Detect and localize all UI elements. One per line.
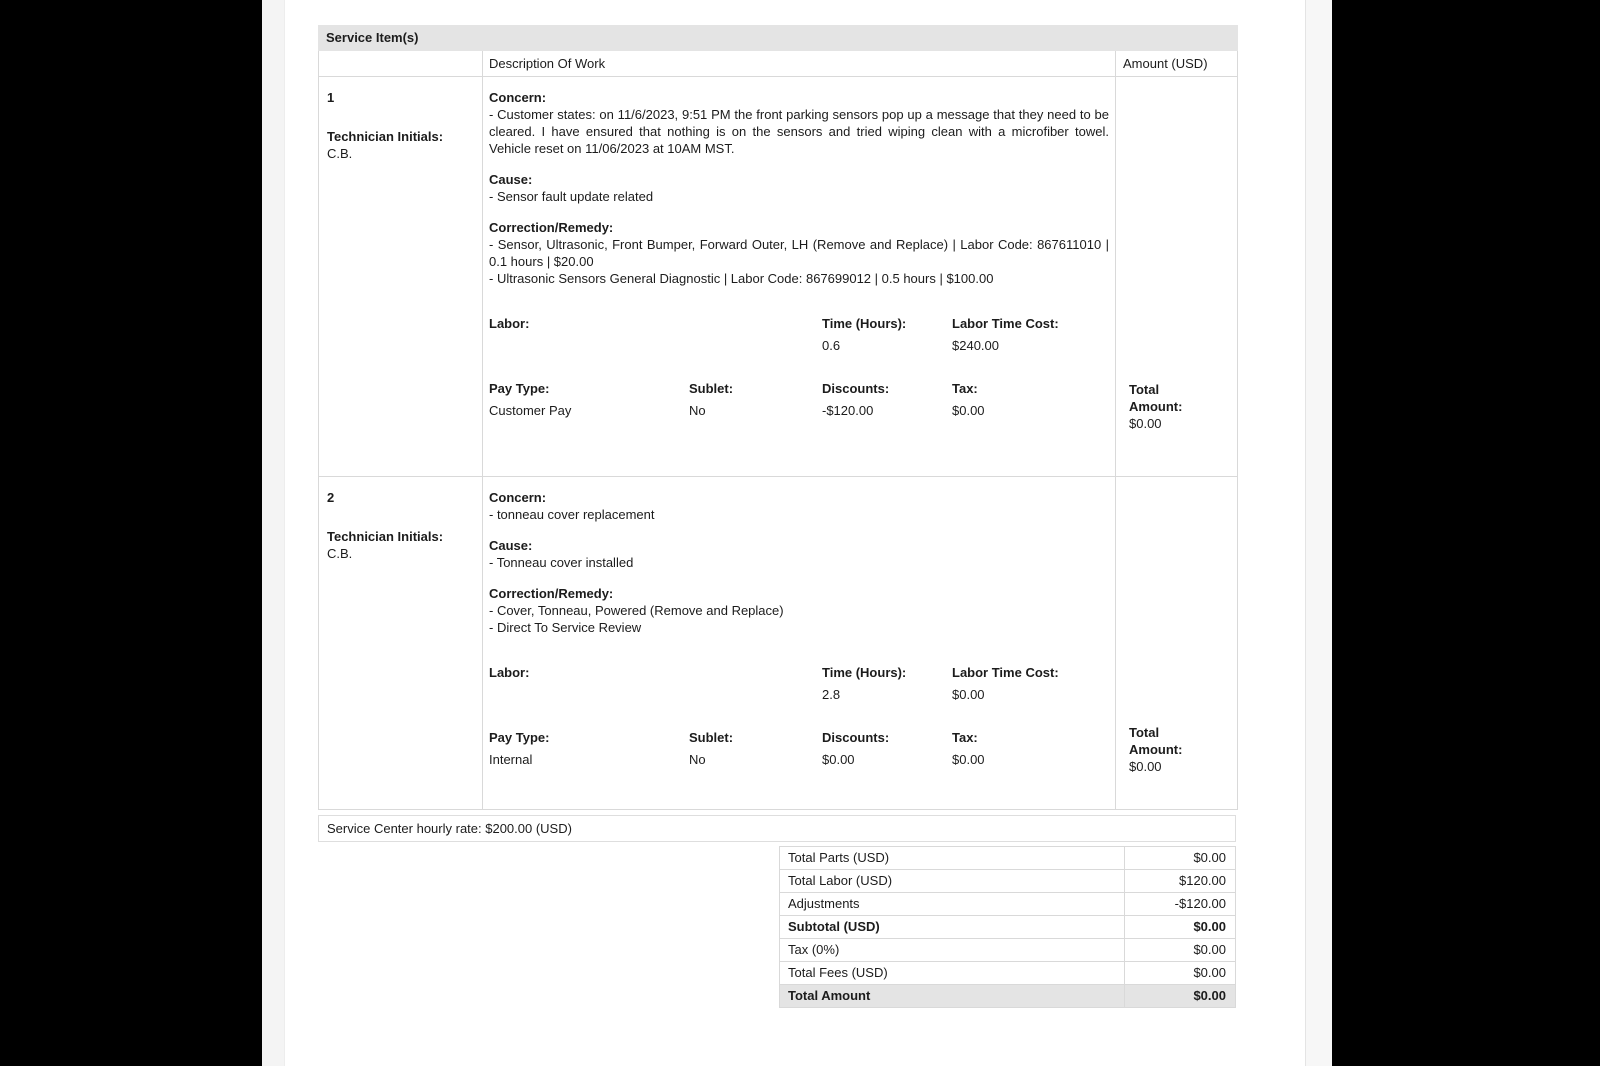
service-item-row [319,477,1237,810]
correction-line: - Cover, Tonneau, Powered (Remove and Replace) [489,603,784,618]
pay-header-row [489,380,1109,397]
labor-time-cost-value: $240.00 [952,338,999,353]
totals-value: $0.00 [1124,962,1235,984]
pay-header-row [489,729,1109,746]
service-items-table [318,51,1238,810]
totals-row-fees [780,962,1235,985]
totals-value: $120.00 [1124,870,1235,892]
totals-label: Total Fees (USD) [788,965,888,980]
technician-initials-label: Technician Initials: [327,529,444,544]
document-viewer-page [262,0,1332,1066]
item-number: 2 [327,490,335,505]
labor-values-row [489,686,1109,703]
tax-value: $0.00 [952,752,985,767]
labor-label: Labor: [489,316,530,331]
cause-text: - Tonneau cover installed [489,555,634,570]
total-amount-value: $0.00 [1129,416,1162,431]
item-number: 1 [327,90,335,105]
right-scrollbar-track[interactable] [1305,0,1332,1066]
discounts-value: $0.00 [822,752,855,767]
correction-line: - Ultrasonic Sensors General Diagnostic | Labor Code: 867699012 | 0.5 hours | $100.00 [489,271,994,286]
totals-row-parts [780,847,1235,870]
cause-label: Cause: [489,538,533,553]
discounts-label: Discounts: [822,730,890,745]
concern-label: Concern: [489,90,547,105]
totals-label: Adjustments [788,896,860,911]
totals-value: $0.00 [1124,985,1235,1007]
sublet-label: Sublet: [689,730,734,745]
sublet-value: No [689,752,706,767]
correction-line: - Sensor, Ultrasonic, Front Bumper, Forward Outer, LH (Remove and Replace) | Labor Code: 867611010 | 0.1 hours | $20.00 [489,237,1109,269]
concern-text: - tonneau cover replacement [489,507,655,522]
item-description-cell [483,477,1115,809]
table-header-row [319,51,1237,77]
sublet-label: Sublet: [689,381,734,396]
discounts-value: -$120.00 [822,403,874,418]
totals-row-adjustments [780,893,1235,916]
pay-values-row [489,402,1109,419]
labor-time-cost-label: Labor Time Cost: [952,316,1059,331]
time-hours-value: 0.6 [822,338,841,353]
cause-label: Cause: [489,172,533,187]
totals-label: Total Amount [788,988,871,1003]
service-items-header-bar: Service Item(s) [318,25,1238,51]
sublet-value: No [689,403,706,418]
pay-type-value: Customer Pay [489,403,572,418]
item-amount-cell [1115,477,1239,809]
labor-time-cost-value: $0.00 [952,687,985,702]
total-amount-value: $0.00 [1129,759,1162,774]
totals-value: $0.00 [1124,847,1235,869]
pay-type-label: Pay Type: [489,730,550,745]
total-amount-label: Total Amount: [1129,725,1183,757]
hourly-rate-note: Service Center hourly rate: $200.00 (USD) [318,815,1236,842]
tax-label: Tax: [952,381,978,396]
pay-values-row [489,751,1109,768]
tax-label: Tax: [952,730,978,745]
concern-label: Concern: [489,490,547,505]
tax-value: $0.00 [952,403,985,418]
pay-type-value: Internal [489,752,533,767]
technician-initials-label: Technician Initials: [327,129,444,144]
left-page-gutter [262,0,285,1066]
technician-initials-value: C.B. [327,146,353,161]
header-cell-index [319,51,483,76]
service-invoice-content [318,25,1238,1008]
time-hours-label: Time (Hours): [822,316,907,331]
time-hours-value: 2.8 [822,687,841,702]
totals-value: $0.00 [1124,939,1235,961]
correction-label: Correction/Remedy: [489,586,614,601]
technician-initials-value: C.B. [327,546,353,561]
concern-section [489,489,1109,523]
header-cell-description: Description Of Work [489,56,606,71]
discounts-label: Discounts: [822,381,890,396]
labor-header-row [489,315,1109,332]
correction-section [489,585,1109,636]
correction-line: - Direct To Service Review [489,620,642,635]
labor-header-row [489,664,1109,681]
header-cell-amount: Amount (USD) [1115,51,1239,76]
totals-label: Tax (0%) [788,942,840,957]
cause-text: - Sensor fault update related [489,189,654,204]
item-amount-cell [1115,77,1239,476]
totals-label: Total Labor (USD) [788,873,893,888]
total-amount-label: Total Amount: [1129,382,1183,414]
totals-label: Total Parts (USD) [788,850,890,865]
labor-label: Labor: [489,665,530,680]
totals-row-subtotal [780,916,1235,939]
item-description-cell [483,77,1115,476]
totals-row-total-amount [780,985,1235,1008]
totals-label: Subtotal (USD) [788,919,880,934]
pay-type-label: Pay Type: [489,381,550,396]
totals-value: $0.00 [1124,916,1235,938]
totals-table [779,846,1236,1008]
item-meta-cell [319,477,483,809]
totals-row-labor [780,870,1235,893]
cause-section [489,171,1109,205]
cause-section [489,537,1109,571]
labor-time-cost-label: Labor Time Cost: [952,665,1059,680]
totals-row-tax [780,939,1235,962]
totals-value: -$120.00 [1124,893,1235,915]
service-item-row [319,77,1237,477]
concern-text: - Customer states: on 11/6/2023, 9:51 PM the front parking sensors pop up a message that they need to be cleared. I have ensured that nothing is on the sensors and tried wiping clean with a microfiber towel. Vehicle reset on 11/06/2023 at 10AM MST. [489,107,1109,156]
labor-values-row [489,337,1109,354]
item-meta-cell [319,77,483,476]
concern-section [489,89,1109,157]
correction-section [489,219,1109,287]
time-hours-label: Time (Hours): [822,665,907,680]
correction-label: Correction/Remedy: [489,220,614,235]
